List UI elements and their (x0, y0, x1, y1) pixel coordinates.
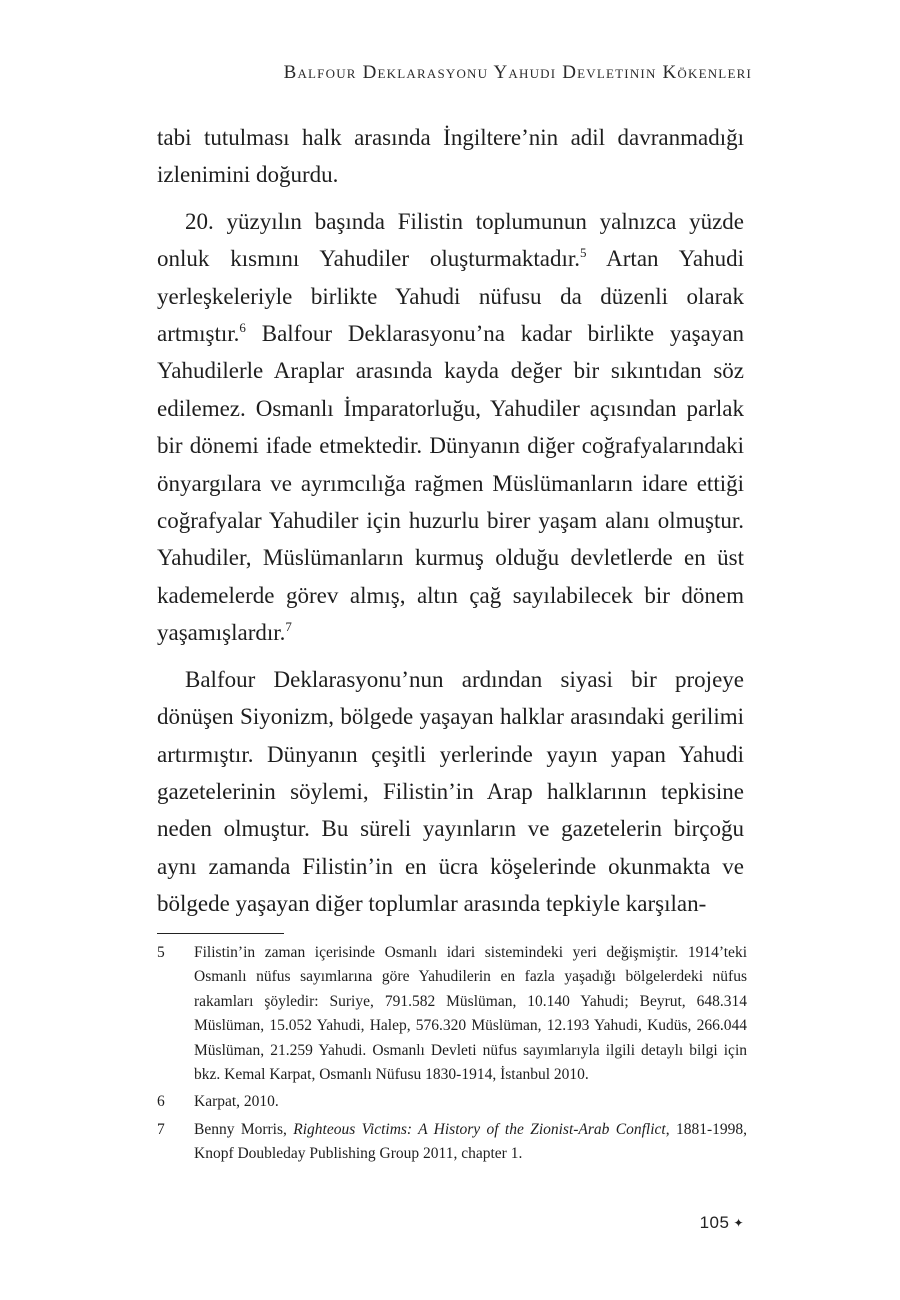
footnote-text (194, 1118, 747, 1167)
paragraph-2-part-b: Artan Yahudi yerleşkeleriyle birlikte Yahudi nüfusu da düzenli olarak artmıştır. (157, 246, 744, 347)
footnote-ref-6: 6 (239, 320, 246, 336)
paragraph-2-part-c: Balfour Deklarasyonu’na kadar birlikte yaşayan Yahudilerle Araplar arasında kayda değer bir sıkıntıdan söz edilemez. Osmanlı İmparatorluğu, Yahudiler açısından parlak bir dönemi ifade etmektedir. Dünyanın diğer coğrafyalarındaki önyargılara ve ayrımcılığa rağmen Müslümanların idare ettiği coğrafyalar Yahudiler için huzurlu birer yaşam alanı olmuştur. Yahudiler, Müslümanların kurmuş olduğu devletlerde en üst kademelerde görev almış, altın çağ sayılabilecek bir dönem yaşamışlardır. (157, 321, 744, 646)
footnote-divider (157, 933, 284, 934)
footnote-ref-5: 5 (580, 245, 587, 261)
main-text (157, 119, 744, 932)
running-header (284, 62, 752, 84)
citation-details: , 1881-1998, Knopf Doubleday Publishing Group 2011, chapter 1. (194, 1120, 747, 1163)
footnote-text: Karpat, 2010. (194, 1093, 279, 1111)
footnote-number: 6 (157, 1093, 165, 1111)
page-footer (700, 1213, 744, 1233)
paragraph-2-part-a: 20. yüzyılın başında Filistin toplumunun yalnızca yüzde onluk kısmını Yahudiler oluşturmaktadır. (157, 208, 744, 272)
citation-author: Benny Morris, (194, 1120, 294, 1138)
paragraph-3: Balfour Deklarasyonu’nun ardından siyasi bir projeye dönüşen Siyonizm, bölgede yaşayan halklar arasındaki gerilimi artırmıştır. Dünyanın çeşitli yerlerinde yayın yapan Yahudi gazetelerinin söylemi, Filistin’in Arap halklarının tepkisine neden olmuştur. Bu süreli yayınların ve gazetelerin birçoğu aynı zamanda Filistin’in en ücra köşelerinde okunmakta ve bölgede yaşayan diğer toplumlar arasında tepkiyle karşılan- (157, 666, 744, 917)
footnote-text: Filistin’in zaman içerisinde Osmanlı idari sistemindeki yeri değişmiştir. 1914’teki Osmanlı nüfus sayımlarına göre Yahudilerin en fazla yaşadığı bölgelerdeki nüfus rakamları şöyledir: Suriye, 791.582 Müslüman, 10.140 Yahudi; Beyrut, 648.314 Müslüman, 15.052 Yahudi, Halep, 576.320 Müslüman, 12.193 Yahudi, Kudüs, 266.044 Müslüman, 21.259 Yahudi. Osmanlı Devleti nüfus sayımlarıyla ilgili detaylı bilgi için bkz. Kemal Karpat, Osmanlı Nüfusu 1830-1914, İstanbul 2010. (194, 944, 747, 1084)
footnote-item (157, 941, 747, 1087)
page-number: 105 (699, 1213, 730, 1232)
footnote-item (157, 1118, 747, 1167)
paragraph-1: tabi tutulması halk arasında İngiltere’nin adil davranmadığı izlenimini doğurdu. (157, 125, 744, 188)
footnote-item (157, 1090, 747, 1114)
paragraph-2 (157, 203, 744, 652)
star-ornament-icon: ✦ (733, 1216, 744, 1230)
running-title: Balfour Deklarasyonu Yahudi Devletinin Kökenleri (283, 62, 752, 83)
footnotes (157, 941, 747, 1170)
footnote-number: 5 (157, 944, 165, 961)
footnote-ref-7: 7 (285, 619, 292, 635)
citation-book-title: Righteous Victims: A History of the Zionist-Arab Conflict (293, 1120, 666, 1138)
footnote-number: 7 (157, 1120, 165, 1138)
